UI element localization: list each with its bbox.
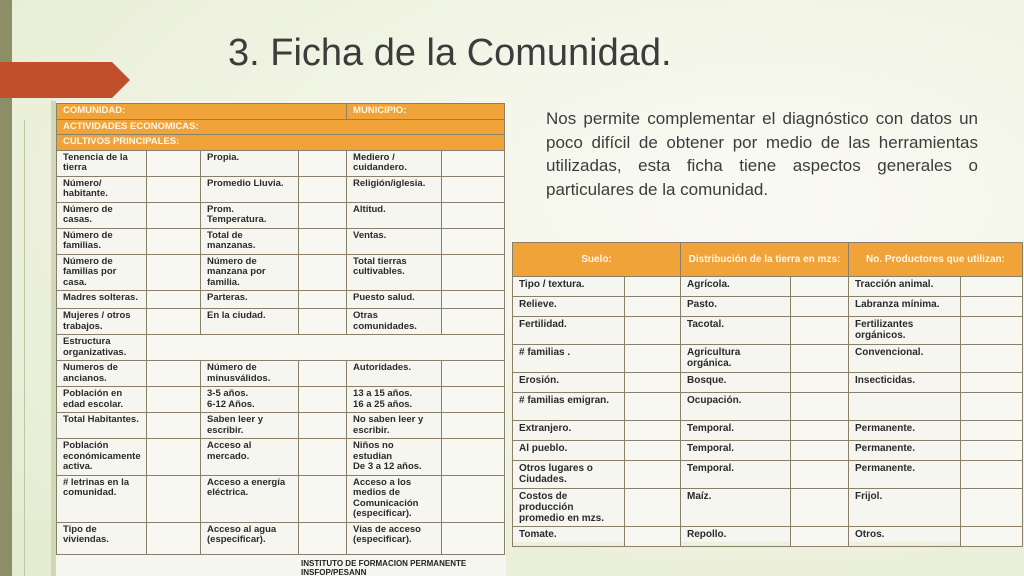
soil-row <box>513 297 1023 317</box>
soil-label-cell: Costos de producción promedio en mzs. <box>513 489 625 527</box>
soil-value-cell <box>961 297 1023 317</box>
form-value-cell <box>442 309 505 335</box>
form-value-cell <box>299 475 347 522</box>
form-value-cell <box>299 150 347 176</box>
soil-label-cell: Convencional. <box>849 345 961 373</box>
soil-value-cell <box>961 277 1023 297</box>
form-value-cell <box>299 309 347 335</box>
form-label-cell: Población en edad escolar. <box>57 387 147 413</box>
form-label-cell: # letrinas en la comunidad. <box>57 475 147 522</box>
soil-label-cell: Erosión. <box>513 373 625 393</box>
soil-value-cell <box>791 277 849 297</box>
form-value-cell <box>299 522 347 554</box>
form-value-cell <box>299 202 347 228</box>
soil-row <box>513 317 1023 345</box>
form-label-cell: Número de manzana por familia. <box>201 254 299 291</box>
form-label-cell: Número de casas. <box>57 202 147 228</box>
form-label-cell: Acceso a los medios de Comunicación (especificar). <box>347 475 442 522</box>
form-label-cell: Mujeres / otros trabajos. <box>57 309 147 335</box>
soil-value-cell <box>961 489 1023 527</box>
form-label-cell: Autoridades. <box>347 361 442 387</box>
soil-value-cell <box>625 527 681 547</box>
form-value-cell <box>442 361 505 387</box>
soil-label-cell: Agrícola. <box>681 277 791 297</box>
soil-label-cell: Temporal. <box>681 421 791 441</box>
form-header-actividades: ACTIVIDADES ECONOMICAS: <box>57 119 505 135</box>
form-row <box>57 413 505 439</box>
soil-label-cell: # familias . <box>513 345 625 373</box>
community-form-table <box>56 103 505 555</box>
form-value-cell <box>299 413 347 439</box>
form-label-cell: Vias de acceso (especificar). <box>347 522 442 554</box>
form-value-cell <box>147 291 201 309</box>
soil-header-suelo: Suelo: <box>513 243 681 277</box>
soil-label-cell: Pasto. <box>681 297 791 317</box>
form-row <box>57 439 505 476</box>
form-value-cell <box>299 228 347 254</box>
soil-label-cell: # familias emigran. <box>513 393 625 421</box>
soil-value-cell <box>625 345 681 373</box>
form-value-cell <box>299 291 347 309</box>
form-label-cell: Total tierras cultivables. <box>347 254 442 291</box>
form-label-cell: Total Habitantes. <box>57 413 147 439</box>
form-row <box>57 361 505 387</box>
soil-value-cell <box>625 489 681 527</box>
form-value-cell <box>299 387 347 413</box>
form-label-cell: Mediero / cuidandero. <box>347 150 442 176</box>
form-label-cell: Acceso a energía eléctrica. <box>201 475 299 522</box>
form-label-cell: Numeros de ancianos. <box>57 361 147 387</box>
form-footer: INSTITUTO DE FORMACION PERMANENTE INSFOP/PESANN <box>301 559 467 576</box>
soil-value-cell <box>961 527 1023 547</box>
soil-value-cell <box>625 373 681 393</box>
soil-label-cell: Otros lugares o Ciudades. <box>513 461 625 489</box>
form-value-cell <box>147 522 201 554</box>
soil-label-cell: Temporal. <box>681 461 791 489</box>
form-value-cell <box>442 387 505 413</box>
form-row <box>57 228 505 254</box>
form-value-cell <box>147 254 201 291</box>
soil-label-cell: Frijol. <box>849 489 961 527</box>
soil-value-cell <box>625 461 681 489</box>
soil-label-cell: Fertilidad. <box>513 317 625 345</box>
soil-value-cell <box>791 441 849 461</box>
soil-label-cell: Agricultura orgánica. <box>681 345 791 373</box>
form-label-cell: Tenencia de la tierra <box>57 150 147 176</box>
soil-label-cell <box>849 393 961 421</box>
form-value-cell <box>147 176 201 202</box>
soil-label-cell: Bosque. <box>681 373 791 393</box>
soil-row <box>513 345 1023 373</box>
soil-value-cell <box>791 527 849 547</box>
form-value-cell <box>442 176 505 202</box>
soil-value-cell <box>791 345 849 373</box>
form-header-cultivos: CULTIVOS PRINCIPALES: <box>57 135 505 151</box>
soil-header-distribucion: Distribución de la tierra en mzs: <box>681 243 849 277</box>
form-label-cell: Población económicamente activa. <box>57 439 147 476</box>
slide-description: Nos permite complementar el diagnóstico con datos un poco difícil de obtener por medio de las herramientas utilizadas, esta ficha tiene aspectos generales o particulares de la comunidad. <box>546 109 978 199</box>
soil-value-cell <box>625 441 681 461</box>
form-label-cell: Propia. <box>201 150 299 176</box>
form-value-cell <box>147 228 201 254</box>
form-row <box>57 254 505 291</box>
form-row <box>57 309 505 335</box>
soil-value-cell <box>625 393 681 421</box>
soil-value-cell <box>961 393 1023 421</box>
form-label-cell: En la ciudad. <box>201 309 299 335</box>
soil-label-cell: Temporal. <box>681 441 791 461</box>
soil-value-cell <box>791 461 849 489</box>
form-header-comunidad: COMUNIDAD: <box>57 104 347 120</box>
form-value-cell <box>442 228 505 254</box>
form-label-cell: Religión/iglesia. <box>347 176 442 202</box>
soil-value-cell <box>791 421 849 441</box>
form-label-cell: Niños no estudian De 3 a 12 años. <box>347 439 442 476</box>
soil-label-cell: Relieve. <box>513 297 625 317</box>
form-label-cell: Puesto salud. <box>347 291 442 309</box>
form-value-cell <box>442 150 505 176</box>
form-value-cell <box>147 335 505 361</box>
form-label-cell: Estructura organizativas. <box>57 335 147 361</box>
form-label-cell: Otras comunidades. <box>347 309 442 335</box>
form-value-cell <box>147 309 201 335</box>
form-label-cell: Número de familias. <box>57 228 147 254</box>
soil-value-cell <box>791 373 849 393</box>
side-decorative-line <box>24 120 25 576</box>
form-value-cell <box>299 176 347 202</box>
form-label-cell: 13 a 15 años. 16 a 25 años. <box>347 387 442 413</box>
soil-value-cell <box>625 297 681 317</box>
form-value-cell <box>147 387 201 413</box>
soil-header-productores: No. Productores que utilizan: <box>849 243 1023 277</box>
form-label-cell: 3-5 años. 6-12 Años. <box>201 387 299 413</box>
form-value-cell <box>147 361 201 387</box>
soil-row <box>513 441 1023 461</box>
soil-row <box>513 373 1023 393</box>
form-label-cell: Tipo de viviendas. <box>57 522 147 554</box>
soil-label-cell: Tomate. <box>513 527 625 547</box>
form-row <box>57 475 505 522</box>
form-value-cell <box>147 150 201 176</box>
soil-label-cell: Tipo / textura. <box>513 277 625 297</box>
soil-value-cell <box>961 461 1023 489</box>
form-label-cell: Acceso al agua (especificar). <box>201 522 299 554</box>
form-value-cell <box>442 254 505 291</box>
form-row <box>57 291 505 309</box>
form-label-cell: Saben leer y escribir. <box>201 413 299 439</box>
form-label-cell: Total de manzanas. <box>201 228 299 254</box>
form-value-cell <box>442 202 505 228</box>
form-value-cell <box>299 439 347 476</box>
form-value-cell <box>147 439 201 476</box>
form-row <box>57 176 505 202</box>
soil-row <box>513 461 1023 489</box>
form-label-cell: Acceso al mercado. <box>201 439 299 476</box>
form-value-cell <box>147 202 201 228</box>
form-row <box>57 387 505 413</box>
form-value-cell <box>147 413 201 439</box>
soil-label-cell: Extranjero. <box>513 421 625 441</box>
form-value-cell <box>299 254 347 291</box>
form-label-cell: Altitud. <box>347 202 442 228</box>
soil-label-cell: Fertilizantes orgánicos. <box>849 317 961 345</box>
soil-value-cell <box>791 297 849 317</box>
soil-value-cell <box>791 393 849 421</box>
form-label-cell: Número de familias por casa. <box>57 254 147 291</box>
soil-label-cell: Permanente. <box>849 461 961 489</box>
form-header-municipio: MUNICIPIO: <box>347 104 505 120</box>
soil-row <box>513 421 1023 441</box>
form-row <box>57 202 505 228</box>
form-value-cell <box>442 522 505 554</box>
soil-value-cell <box>961 421 1023 441</box>
form-row <box>57 150 505 176</box>
form-value-cell <box>442 291 505 309</box>
soil-value-cell <box>961 441 1023 461</box>
soil-row <box>513 393 1023 421</box>
soil-value-cell <box>791 317 849 345</box>
soil-label-cell: Permanente. <box>849 441 961 461</box>
form-label-cell: Prom. Temperatura. <box>201 202 299 228</box>
form-label-cell: No saben leer y escribir. <box>347 413 442 439</box>
soil-row <box>513 489 1023 527</box>
soil-row <box>513 527 1023 547</box>
soil-label-cell: Maíz. <box>681 489 791 527</box>
slide-title: 3. Ficha de la Comunidad. <box>228 32 672 74</box>
form-label-cell: Promedio Lluvia. <box>201 176 299 202</box>
form-label-cell: Parteras. <box>201 291 299 309</box>
soil-label-cell: Al pueblo. <box>513 441 625 461</box>
soil-row <box>513 277 1023 297</box>
soil-label-cell: Insecticidas. <box>849 373 961 393</box>
soil-value-cell <box>961 373 1023 393</box>
soil-value-cell <box>625 277 681 297</box>
form-label-cell: Número/ habitante. <box>57 176 147 202</box>
soil-label-cell: Tracción animal. <box>849 277 961 297</box>
form-value-cell <box>442 439 505 476</box>
title-accent-tab <box>0 62 112 98</box>
form-value-cell <box>147 475 201 522</box>
soil-value-cell <box>961 317 1023 345</box>
soil-value-cell <box>625 317 681 345</box>
form-label-cell: Número de minusválidos. <box>201 361 299 387</box>
community-form-image <box>51 101 506 576</box>
soil-value-cell <box>791 489 849 527</box>
form-row <box>57 522 505 554</box>
soil-label-cell: Permanente. <box>849 421 961 441</box>
soil-label-cell: Tacotal. <box>681 317 791 345</box>
soil-value-cell <box>625 421 681 441</box>
form-row-estructura <box>57 335 505 361</box>
soil-label-cell: Ocupación. <box>681 393 791 421</box>
soil-table <box>512 242 1023 547</box>
soil-label-cell: Labranza mínima. <box>849 297 961 317</box>
form-label-cell: Ventas. <box>347 228 442 254</box>
soil-label-cell: Repollo. <box>681 527 791 547</box>
form-value-cell <box>442 475 505 522</box>
form-label-cell: Madres solteras. <box>57 291 147 309</box>
soil-label-cell: Otros. <box>849 527 961 547</box>
form-value-cell <box>442 413 505 439</box>
soil-table-image <box>512 242 1022 542</box>
soil-value-cell <box>961 345 1023 373</box>
form-value-cell <box>299 361 347 387</box>
